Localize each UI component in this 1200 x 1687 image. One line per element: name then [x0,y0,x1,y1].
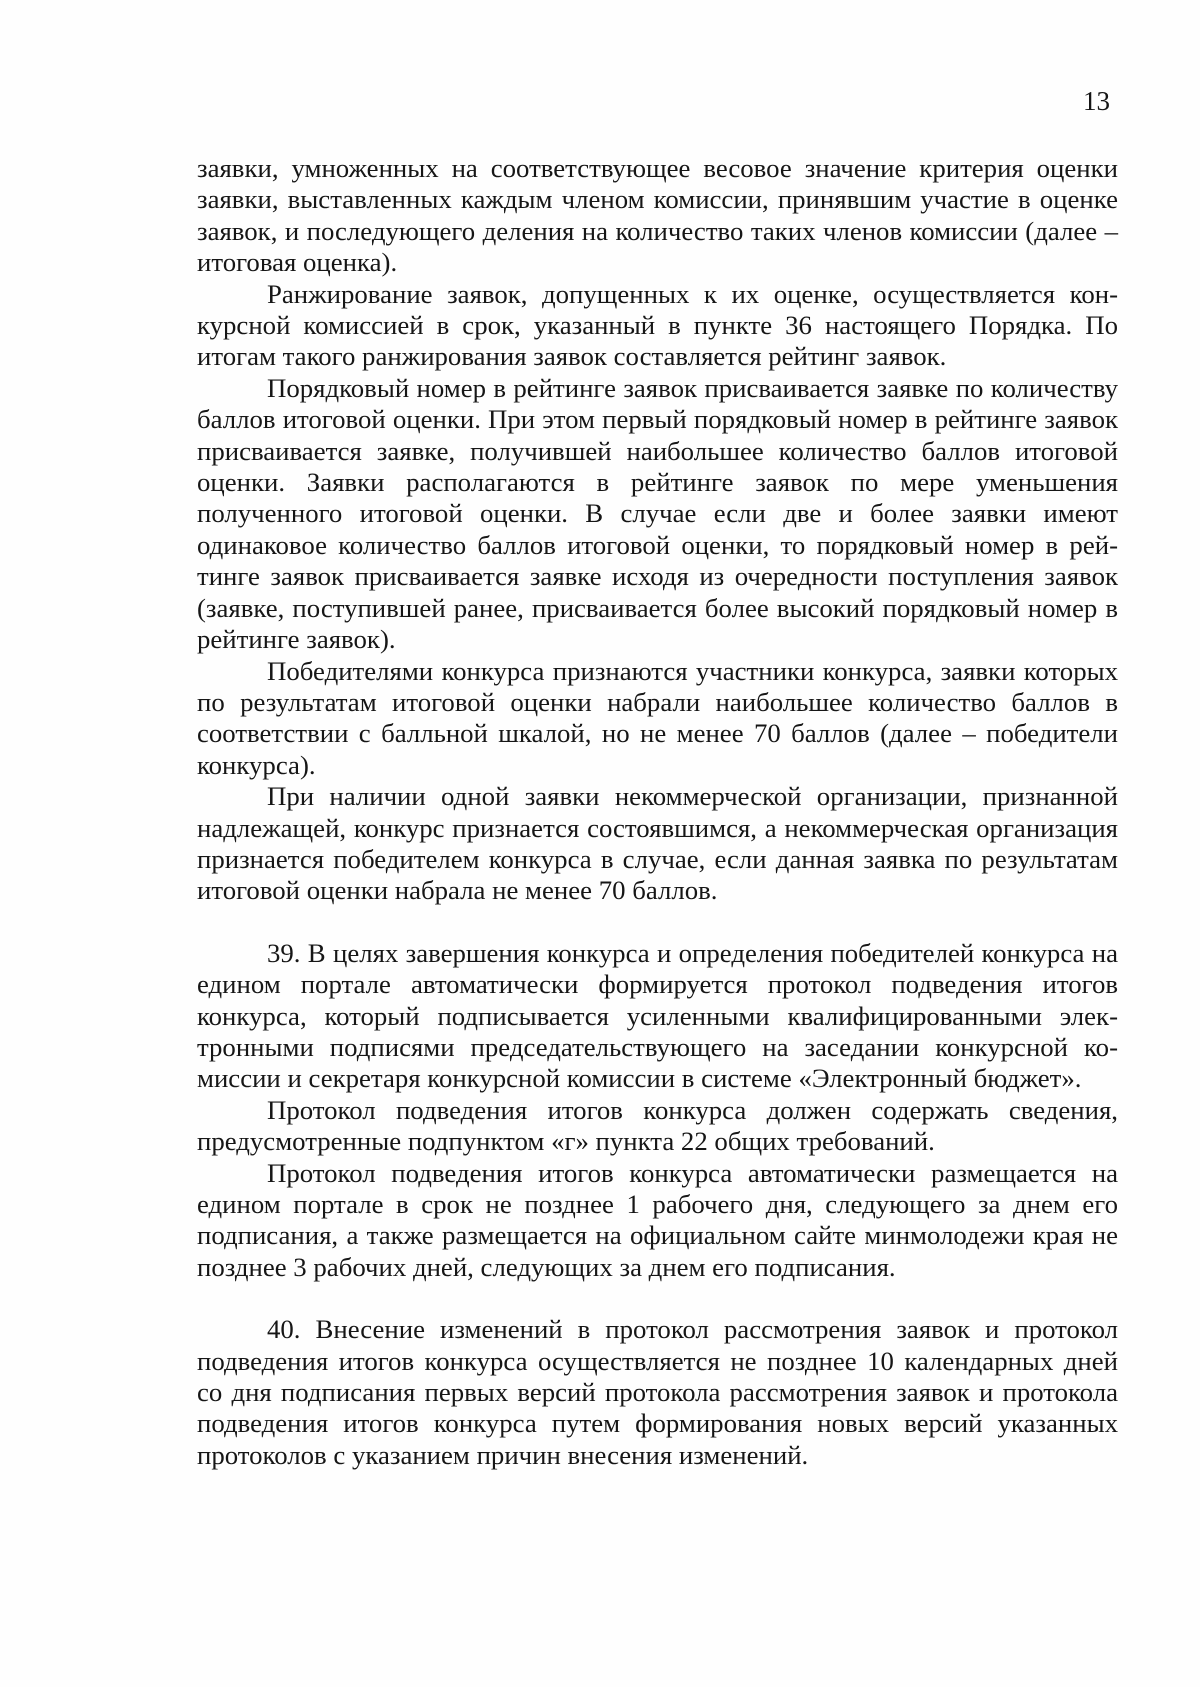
clause-40: 40. Внесение изменений в протокол рассмотрения заявок и протокол подведения итогов конкурса осуществляется не позднее 10 календарных дней со дня подписания первых версий протокола рассмотрения заявок и протокола подведения итогов конкурса путем формирования новых версий указанных протоколов с указанием причин внесения изменений. [197,1314,1118,1470]
paragraph-winners: Победителями конкурса признаются участники конкурса, заявки которых по результатам итоговой оценки набрали наибольшее количество баллов в соответствии с балльной шкалой, но не менее 70 баллов (далее – победители конкурса). [197,655,1118,780]
paragraph-single-application: При наличии одной заявки некоммерческой организации, признанной надлежащей, конкурс признается состоявшимся, а некоммерческая организация признается победителем конкурса в случае, если данная заявка по результатам итоговой оценки набрала не менее 70 баллов. [197,781,1118,906]
clause-39: 39. В целях завершения конкурса и определения победителей конкурса на едином портале автоматически формируется протокол подведения итогов конкурса, который подписывается усиленными квалифицированными электронными подписями председательствующего на заседании конкурсной комиссии и секретаря конкурсной комиссии в системе «Электронный бюджет». [197,937,1118,1094]
document-body [197,153,1118,1471]
page-number: 13 [1083,86,1110,116]
paragraph-continuation: заявки, умноженных на соответствующее весовое значение критерия оценки заявки, выставленных каждым членом комиссии, принявшим участие в оценке заявок, и последующего деления на количество таких членов комиссии (далее – итоговая оценка). [197,153,1118,278]
paragraph-protocol-contents: Протокол подведения итогов конкурса должен содержать сведения, предусмотренные подпунктом «г» пункта 22 общих требований. [197,1094,1118,1157]
paragraph-rating-number: Порядковый номер в рейтинге заявок присваивается заявке по количеству баллов итоговой оценки. При этом первый порядковый номер в рейтинге заявок присваивается заявке, получившей наибольшее количество баллов итоговой оценки. Заявки располагаются в рейтинге заявок по мере уменьшения полученного итоговой оценки. В случае если две и более заявки имеют одинаковое количество баллов итоговой оценки, то порядковый номер в рейтинге заявок присваивается заявке исходя из очередности поступления заявок (заявке, поступившей ранее, присваивается более высокий порядковый номер в рейтинге заявок). [197,372,1118,655]
paragraph-ranking: Ранжирование заявок, допущенных к их оценке, осуществляется конкурсной комиссией в срок, указанный в пункте 36 настоящего Порядка. По итогам такого ранжирования заявок составляется рейтинг заявок. [197,278,1118,372]
paragraph-protocol-publication: Протокол подведения итогов конкурса автоматически размещается на едином портале в срок не позднее 1 рабочего дня, следующего за днем его подписания, а также размещается на официальном сайте минмолодежи края не позднее 3 рабочих дней, следующих за днем его подписания. [197,1157,1118,1282]
